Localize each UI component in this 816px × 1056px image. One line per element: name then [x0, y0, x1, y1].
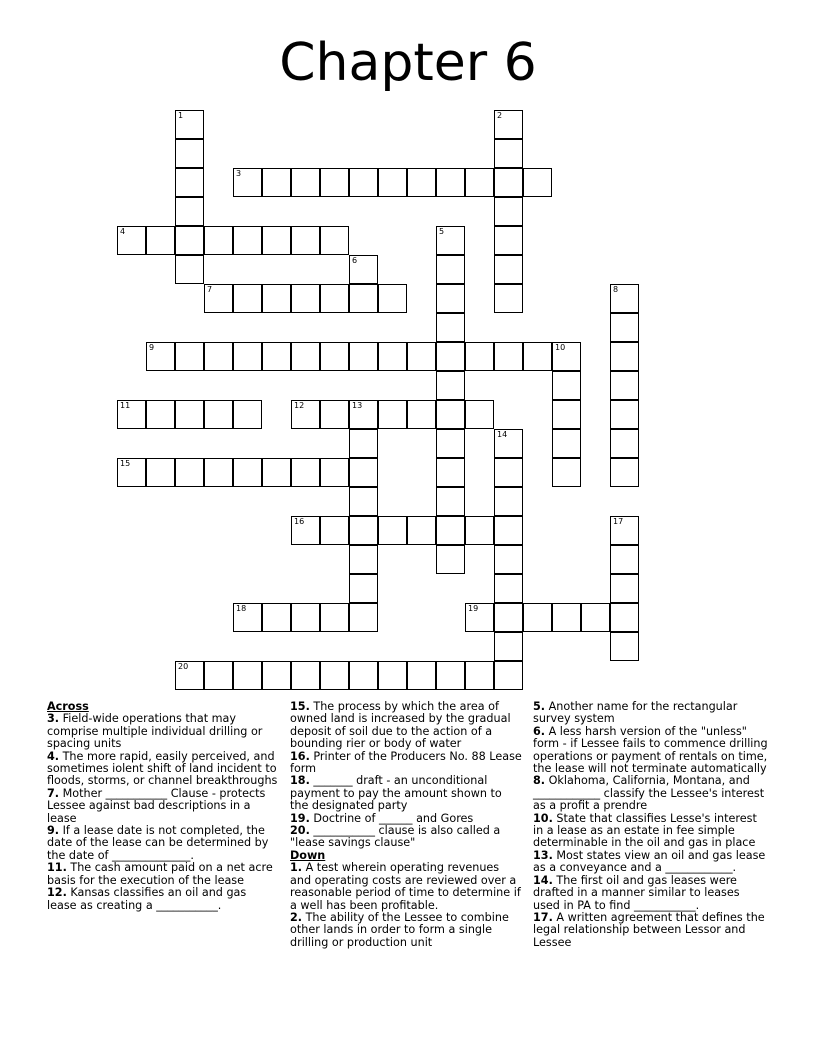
across-clue: [290, 825, 522, 850]
clues-column-3: [533, 701, 769, 949]
grid-cell[interactable]: [175, 110, 204, 139]
grid-cell[interactable]: [175, 168, 204, 197]
grid-cell[interactable]: [320, 458, 349, 487]
grid-cell[interactable]: [204, 400, 233, 429]
grid-cell[interactable]: [175, 342, 204, 371]
down-clue: [533, 813, 769, 850]
grid-cell[interactable]: [291, 226, 320, 255]
clue-text: _______ draft - an unconditional payment to pay the amount shown to the designated party: [290, 774, 502, 813]
grid-cell[interactable]: [552, 603, 581, 632]
grid-cell[interactable]: [146, 400, 175, 429]
grid-cell[interactable]: [320, 400, 349, 429]
grid-cell[interactable]: [494, 429, 523, 458]
grid-cell[interactable]: [175, 400, 204, 429]
clue-number-label: 17.: [533, 910, 553, 924]
grid-cell[interactable]: [494, 110, 523, 139]
grid-cell[interactable]: [262, 168, 291, 197]
grid-cell[interactable]: [262, 661, 291, 690]
grid-cell[interactable]: [407, 168, 436, 197]
grid-cell[interactable]: [291, 400, 320, 429]
grid-cell[interactable]: [610, 284, 639, 313]
grid-cell[interactable]: [436, 255, 465, 284]
grid-cell[interactable]: [610, 603, 639, 632]
grid-cell[interactable]: [291, 516, 320, 545]
grid-cell[interactable]: [320, 342, 349, 371]
grid-cell[interactable]: [552, 342, 581, 371]
grid-cell[interactable]: [610, 429, 639, 458]
grid-cell[interactable]: [494, 574, 523, 603]
grid-cell[interactable]: [610, 516, 639, 545]
clue-number: 15: [120, 459, 131, 468]
grid-cell[interactable]: [552, 458, 581, 487]
across-clue: [47, 713, 279, 750]
grid-cell[interactable]: [378, 342, 407, 371]
grid-cell[interactable]: [494, 545, 523, 574]
clue-number-label: 7.: [47, 786, 60, 800]
grid-cell[interactable]: [465, 168, 494, 197]
clue-number: 12: [294, 401, 305, 410]
grid-cell[interactable]: [610, 371, 639, 400]
grid-cell[interactable]: [436, 342, 465, 371]
grid-cell[interactable]: [291, 168, 320, 197]
grid-cell[interactable]: [204, 458, 233, 487]
grid-cell[interactable]: [523, 342, 552, 371]
grid-cell[interactable]: [436, 313, 465, 342]
grid-cell[interactable]: [233, 661, 262, 690]
grid-cell[interactable]: [349, 603, 378, 632]
grid-cell[interactable]: [117, 458, 146, 487]
grid-cell[interactable]: [465, 516, 494, 545]
grid-cell[interactable]: [233, 284, 262, 313]
down-clue: [533, 850, 769, 875]
grid-cell[interactable]: [320, 226, 349, 255]
grid-cell[interactable]: [349, 487, 378, 516]
grid-cell[interactable]: [610, 545, 639, 574]
clue-number: 5: [439, 227, 445, 236]
clue-number-label: 4.: [47, 749, 60, 763]
clue-text: Another name for the rectangular survey system: [533, 700, 738, 726]
grid-cell[interactable]: [262, 458, 291, 487]
clue-text: Printer of the Producers No. 88 Lease form: [290, 749, 522, 776]
clue-text: ___________ clause is also called a "lease savings clause": [290, 824, 501, 850]
clue-text: The process by which the area of owned land is increased by the gradual deposit of soil due to the action of a bounding rier or body of water: [290, 700, 511, 751]
grid-cell[interactable]: [610, 313, 639, 342]
grid-cell[interactable]: [291, 284, 320, 313]
down-clue-list-continued: [533, 701, 769, 949]
grid-cell[interactable]: [262, 342, 291, 371]
grid-cell[interactable]: [436, 400, 465, 429]
grid-cell[interactable]: [117, 226, 146, 255]
grid-cell[interactable]: [320, 284, 349, 313]
across-clue: [47, 825, 279, 862]
grid-cell[interactable]: [349, 284, 378, 313]
clue-number-label: 11.: [47, 861, 67, 875]
grid-cell[interactable]: [291, 661, 320, 690]
grid-cell[interactable]: [291, 458, 320, 487]
clue-number: 10: [555, 343, 566, 352]
grid-cell[interactable]: [610, 342, 639, 371]
grid-cell[interactable]: [610, 632, 639, 661]
grid-cell[interactable]: [349, 545, 378, 574]
grid-cell[interactable]: [436, 429, 465, 458]
grid-cell[interactable]: [175, 139, 204, 168]
down-clue: [533, 726, 769, 776]
grid-cell[interactable]: [262, 226, 291, 255]
grid-cell[interactable]: [204, 284, 233, 313]
grid-cell[interactable]: [494, 168, 523, 197]
grid-cell[interactable]: [610, 400, 639, 429]
grid-cell[interactable]: [552, 371, 581, 400]
grid-cell[interactable]: [349, 168, 378, 197]
clue-number: 7: [207, 285, 213, 294]
grid-cell[interactable]: [349, 400, 378, 429]
grid-cell[interactable]: [117, 400, 146, 429]
clue-number: 20: [178, 662, 189, 671]
clue-text: The more rapid, easily perceived, and sometimes iolent shift of land incident to floods, storms, or channel breakthroughs: [47, 749, 278, 788]
clue-number: 18: [236, 604, 247, 613]
clue-text: Oklahoma, California, Montana, and ____________ classify the Lessee's interest as a profit a prendre: [533, 774, 765, 813]
down-clue: [533, 775, 769, 812]
down-clue: [533, 912, 769, 949]
grid-cell[interactable]: [349, 342, 378, 371]
across-clue: [47, 887, 279, 912]
clue-number-label: 9.: [47, 824, 60, 838]
grid-cell[interactable]: [610, 458, 639, 487]
grid-cell[interactable]: [407, 400, 436, 429]
grid-cell[interactable]: [175, 255, 204, 284]
down-heading: Down: [290, 848, 326, 862]
grid-cell[interactable]: [204, 226, 233, 255]
grid-cell[interactable]: [175, 661, 204, 690]
clue-number-label: 18.: [290, 774, 310, 788]
grid-cell[interactable]: [552, 429, 581, 458]
clue-number: 2: [497, 111, 503, 120]
across-clue-list-continued: [290, 701, 522, 850]
grid-cell[interactable]: [494, 226, 523, 255]
grid-cell[interactable]: [523, 168, 552, 197]
clue-text: The first oil and gas leases were drafted in a manner similar to leases used in PA to find ___________.: [533, 873, 740, 912]
clue-number-label: 16.: [290, 749, 310, 763]
clue-text: Kansas classifies an oil and gas lease as creating a ___________.: [47, 886, 247, 912]
grid-cell[interactable]: [494, 197, 523, 226]
grid-cell[interactable]: [436, 487, 465, 516]
grid-cell[interactable]: [378, 400, 407, 429]
grid-cell[interactable]: [523, 603, 552, 632]
grid-cell[interactable]: [407, 342, 436, 371]
grid-cell[interactable]: [146, 458, 175, 487]
grid-cell[interactable]: [175, 226, 204, 255]
grid-cell[interactable]: [465, 661, 494, 690]
grid-cell[interactable]: [494, 603, 523, 632]
grid-cell[interactable]: [320, 168, 349, 197]
clue-number: 13: [352, 401, 363, 410]
down-clue: [533, 875, 769, 912]
down-clue: [290, 912, 522, 949]
grid-cell[interactable]: [494, 284, 523, 313]
grid-cell[interactable]: [204, 342, 233, 371]
clue-number: 4: [120, 227, 126, 236]
clue-number: 8: [613, 285, 619, 294]
clues-column-1: [47, 701, 279, 912]
grid-cell[interactable]: [233, 226, 262, 255]
grid-cell[interactable]: [436, 661, 465, 690]
grid-cell[interactable]: [233, 603, 262, 632]
clue-number-label: 13.: [533, 848, 553, 862]
grid-cell[interactable]: [233, 400, 262, 429]
grid-cell[interactable]: [349, 574, 378, 603]
clue-text: Field-wide operations that may comprise multiple individual drilling or spacing units: [47, 712, 263, 751]
grid-cell[interactable]: [378, 661, 407, 690]
grid-cell[interactable]: [146, 342, 175, 371]
grid-cell[interactable]: [349, 429, 378, 458]
grid-cell[interactable]: [436, 168, 465, 197]
clue-number: 11: [120, 401, 131, 410]
grid-cell[interactable]: [436, 516, 465, 545]
grid-cell[interactable]: [581, 603, 610, 632]
grid-cell[interactable]: [320, 516, 349, 545]
clue-number-label: 8.: [533, 774, 546, 788]
clue-number-label: 5.: [533, 700, 546, 713]
grid-cell[interactable]: [349, 255, 378, 284]
grid-cell[interactable]: [494, 255, 523, 284]
clues-column-2: [290, 701, 522, 949]
clue-number-label: 3.: [47, 712, 60, 726]
grid-cell[interactable]: [494, 516, 523, 545]
grid-cell[interactable]: [146, 226, 175, 255]
clue-text: A written agreement that defines the legal relationship between Lessor and Lessee: [533, 910, 765, 949]
grid-cell[interactable]: [378, 284, 407, 313]
across-clue: [47, 751, 279, 788]
grid-cell[interactable]: [349, 516, 378, 545]
grid-cell[interactable]: [465, 342, 494, 371]
grid-cell[interactable]: [494, 661, 523, 690]
grid-cell[interactable]: [233, 342, 262, 371]
across-clue: [47, 788, 279, 825]
clue-number-label: 19.: [290, 811, 310, 825]
grid-cell[interactable]: [436, 284, 465, 313]
clue-number: 14: [497, 430, 508, 439]
clue-number: 19: [468, 604, 479, 613]
clue-number-label: 15.: [290, 700, 310, 713]
clue-text: A less harsh version of the "unless" form - if Lessee fails to commence drilling operations or payment of rentals on time, the lease will not terminate automatically: [533, 724, 768, 776]
grid-cell[interactable]: [494, 139, 523, 168]
clue-text: Doctrine of ______ and Gores: [309, 811, 474, 825]
grid-cell[interactable]: [233, 458, 262, 487]
grid-cell[interactable]: [262, 603, 291, 632]
grid-cell[interactable]: [465, 603, 494, 632]
clue-number: 17: [613, 517, 624, 526]
clue-number: 16: [294, 517, 305, 526]
grid-cell[interactable]: [436, 545, 465, 574]
grid-cell[interactable]: [610, 574, 639, 603]
grid-cell[interactable]: [552, 400, 581, 429]
across-clue: [290, 751, 522, 776]
grid-cell[interactable]: [494, 487, 523, 516]
grid-cell[interactable]: [175, 458, 204, 487]
clue-text: A test wherein operating revenues and operating costs are reviewed over a reasonable period of time to determine if a well has been profitable.: [290, 861, 521, 912]
grid-cell[interactable]: [465, 400, 494, 429]
grid-cell[interactable]: [262, 284, 291, 313]
grid-cell[interactable]: [233, 168, 262, 197]
clue-number: 3: [236, 169, 242, 178]
grid-cell[interactable]: [349, 458, 378, 487]
grid-cell[interactable]: [378, 516, 407, 545]
clue-number-label: 10.: [533, 811, 553, 825]
grid-cell[interactable]: [349, 661, 378, 690]
grid-cell[interactable]: [494, 342, 523, 371]
across-heading: Across: [47, 700, 89, 713]
clue-text: The ability of the Lessee to combine other lands in order to form a single drilling or production unit: [290, 910, 509, 949]
clue-text: Mother ___________ Clause - protects Lessee against bad descriptions in a lease: [47, 786, 266, 825]
down-clue: [533, 701, 769, 726]
grid-cell[interactable]: [320, 603, 349, 632]
grid-cell[interactable]: [436, 226, 465, 255]
across-clue: [47, 862, 279, 887]
grid-cell[interactable]: [494, 458, 523, 487]
grid-cell[interactable]: [494, 632, 523, 661]
clue-text: If a lease date is not completed, the date of the lease can be determined by the date of ______________.: [47, 824, 269, 862]
down-clue: [290, 862, 522, 912]
grid-cell[interactable]: [291, 342, 320, 371]
grid-cell[interactable]: [407, 516, 436, 545]
across-clue: [290, 701, 522, 751]
clue-number-label: 2.: [290, 910, 303, 924]
grid-cell[interactable]: [407, 661, 436, 690]
page-title: Chapter 6: [279, 33, 537, 93]
clue-text: The cash amount paid on a net acre basis for the execution of the lease: [47, 861, 273, 887]
grid-cell[interactable]: [436, 371, 465, 400]
grid-cell[interactable]: [320, 661, 349, 690]
down-clue-list: [290, 862, 522, 949]
across-clue-list: [47, 713, 279, 912]
grid-cell[interactable]: [291, 603, 320, 632]
grid-cell[interactable]: [175, 197, 204, 226]
grid-cell[interactable]: [436, 458, 465, 487]
clue-number: 6: [352, 256, 358, 265]
clue-number-label: 12.: [47, 886, 67, 900]
clue-number-label: 1.: [290, 861, 303, 875]
clue-number: 1: [178, 111, 184, 120]
grid-cell[interactable]: [378, 168, 407, 197]
clue-number-label: 20.: [290, 824, 310, 838]
grid-cell[interactable]: [204, 661, 233, 690]
clue-text: State that classifies Lesse's interest in a lease as an estate in fee simple determinable in the oil and gas in place: [533, 811, 757, 850]
across-clue: [290, 775, 522, 812]
clue-text: Most states view an oil and gas lease as a conveyance and a ____________.: [533, 848, 766, 875]
clue-number-label: 6.: [533, 724, 546, 738]
clue-number-label: 14.: [533, 873, 553, 887]
clue-number: 9: [149, 343, 155, 352]
